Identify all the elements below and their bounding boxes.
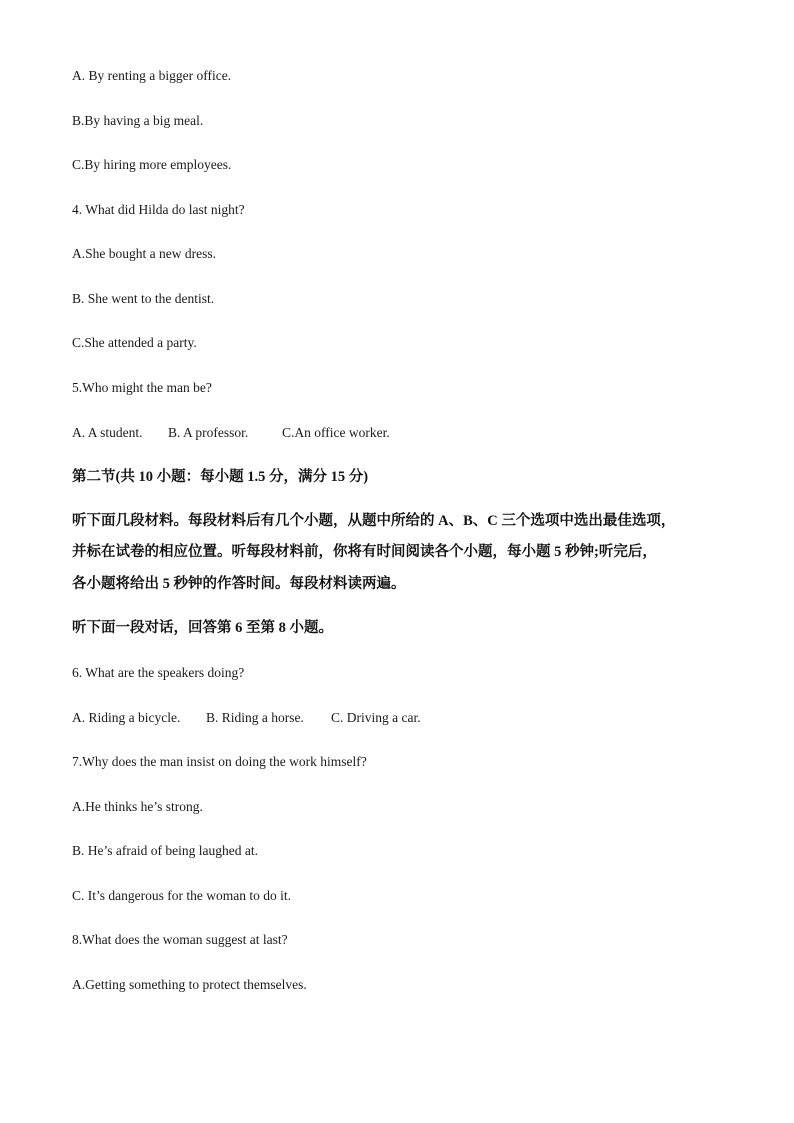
- q7-question: 7.Why does the man insist on doing the work himself?: [72, 754, 367, 769]
- section2-instruction-line1: 听下面几段材料。每段材料后有几个小题，从题中所给的 A、B、C 三个选项中选出最佳选项，: [72, 513, 676, 529]
- q4-option-c: C.She attended a party.: [72, 335, 197, 350]
- q6-options: [72, 709, 421, 727]
- q3-option-c: C.By hiring more employees.: [72, 157, 232, 172]
- q8-option-a: A.Getting something to protect themselves.: [72, 977, 307, 992]
- q7-option-b: B. He’s afraid of being laughed at.: [72, 843, 258, 858]
- section2-instruction-line2: 并标在试卷的相应位置。听每段材料前，你将有时间阅读各个小题，每小题 5 秒钟;听完后，: [72, 544, 657, 560]
- q5-options: [72, 424, 390, 442]
- q5-option-b: B. A professor.: [168, 425, 249, 440]
- q7-option-c: C. It’s dangerous for the woman to do it.: [72, 888, 291, 903]
- q6-option-a: A. Riding a bicycle.: [72, 710, 181, 725]
- q6-option-b: B. Riding a horse.: [206, 710, 304, 725]
- q4-option-a: A.She bought a new dress.: [72, 246, 216, 261]
- q3-option-a: A. By renting a bigger office.: [72, 68, 232, 83]
- q6-option-c: C. Driving a car.: [331, 710, 421, 725]
- q5-question: 5.Who might the man be?: [72, 380, 212, 395]
- q3-option-b: B.By having a big meal.: [72, 113, 204, 128]
- q4-option-b: B. She went to the dentist.: [72, 291, 215, 306]
- q8-question: 8.What does the woman suggest at last?: [72, 932, 288, 947]
- q5-option-a: A. A student.: [72, 425, 143, 440]
- q7-option-a: A.He thinks he’s strong.: [72, 799, 203, 814]
- q4-question: 4. What did Hilda do last night?: [72, 202, 245, 217]
- section2-heading: 第二节(共 10 小题：每小题 1.5 分，满分 15 分): [72, 469, 369, 485]
- dialogue-intro: 听下面一段对话，回答第 6 至第 8 小题。: [72, 620, 333, 636]
- section2-instruction-line3: 各小题将给出 5 秒钟的作答时间。每段材料读两遍。: [72, 576, 406, 592]
- q5-option-c: C.An office worker.: [282, 425, 390, 440]
- q6-question: 6. What are the speakers doing?: [72, 665, 245, 680]
